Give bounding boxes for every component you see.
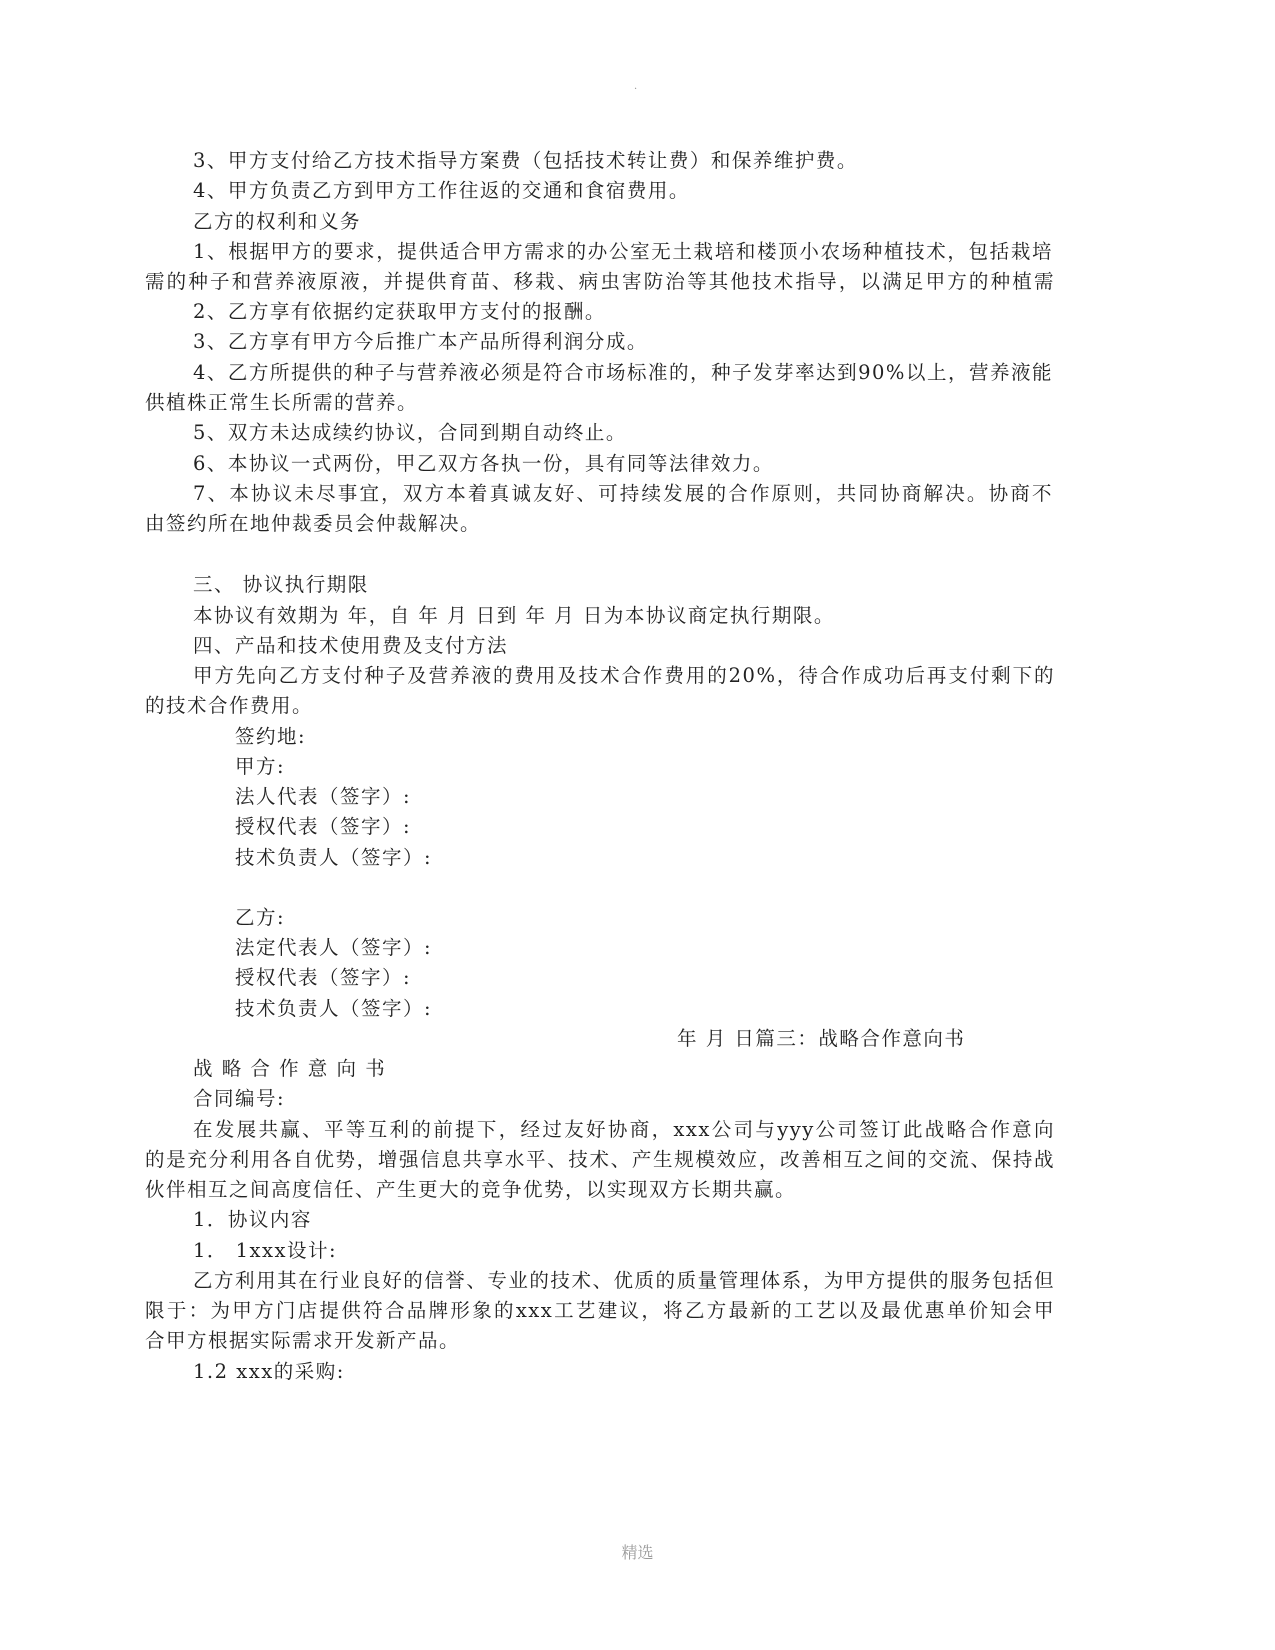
text-line-38: 1.2 xxx的采购: — [193, 1360, 345, 1383]
text-line-29: 合同编号: — [193, 1087, 286, 1110]
text-line-10: 6、本协议一式两份，甲乙双方各执一份，具有同等法律效力。 — [193, 452, 774, 475]
text-line-14: 本协议有效期为 年，自 年 月 日到 年 月 日为本协议商定执行期限。 — [193, 604, 835, 627]
text-line-24: 法定代表人（签字）: — [235, 936, 433, 959]
text-line-27: 年 月 日篇三：战略合作意向书 — [677, 1027, 966, 1050]
text-line-12: 由签约所在地仲裁委员会仲裁解决。 — [145, 512, 482, 535]
text-line-28: 战 略 合 作 意 向 书 — [193, 1057, 387, 1080]
text-line-30: 在发展共赢、平等互利的前提下，经过友好协商，xxx公司与yyy公司签订此战略合作意向 — [193, 1118, 1055, 1141]
text-line-13: 三、 协议执行期限 — [193, 573, 369, 596]
text-line-23: 乙方: — [235, 906, 286, 929]
header-mark: · — [634, 84, 638, 95]
text-line-6: 3、乙方享有甲方今后推广本产品所得利润分成。 — [193, 330, 648, 353]
text-line-3: 1、根据甲方的要求，提供适合甲方需求的办公室无土栽培和楼顶小农场种植技术，包括栽培 — [193, 240, 1053, 263]
text-line-16: 甲方先向乙方支付种子及营养液的费用及技术合作费用的20%，待合作成功后再支付剩下的 — [193, 664, 1055, 687]
text-line-36: 限于：为甲方门店提供符合品牌形象的xxx工艺建议，将乙方最新的工艺以及最优惠单价知会甲 — [145, 1299, 1055, 1322]
text-line-35: 乙方利用其在行业良好的信誉、专业的技术、优质的质量管理体系，为甲方提供的服务包括但 — [193, 1269, 1055, 1292]
text-line-32: 伙伴相互之间高度信任、产生更大的竞争优势，以实现双方长期共赢。 — [145, 1178, 797, 1201]
text-line-5: 2、乙方享有依据约定获取甲方支付的报酬。 — [193, 300, 606, 323]
text-line-25: 授权代表（签字）: — [235, 966, 412, 989]
text-line-21: 授权代表（签字）: — [235, 815, 412, 838]
text-line-4: 需的种子和营养液原液，并提供育苗、移栽、病虫害防治等其他技术指导，以满足甲方的种植需 — [145, 270, 1055, 293]
text-line-19: 甲方: — [235, 755, 286, 778]
text-line-33: 1．协议内容 — [193, 1208, 312, 1231]
text-line-18: 签约地: — [235, 725, 307, 748]
text-line-22: 技术负责人（签字）: — [235, 846, 433, 869]
text-line-31: 的是充分利用各自优势，增强信息共享水平、技术、产生规模效应，改善相互之间的交流、保持战 — [145, 1148, 1055, 1171]
page-footer: 精选 — [621, 1543, 654, 1562]
text-line-0: 3、甲方支付给乙方技术指导方案费（包括技术转让费）和保养维护费。 — [193, 149, 858, 172]
text-line-20: 法人代表（签字）: — [235, 785, 412, 808]
text-line-7: 4、乙方所提供的种子与营养液必须是符合市场标准的，种子发芽率达到90%以上，营养液能 — [193, 361, 1053, 384]
text-line-37: 合甲方根据实际需求开发新产品。 — [145, 1329, 461, 1352]
text-line-11: 7、本协议未尽事宜，双方本着真诚友好、可持续发展的合作原则，共同协商解决。协商不 — [193, 482, 1053, 505]
text-line-9: 5、双方未达成续约协议，合同到期自动终止。 — [193, 421, 627, 444]
text-line-17: 的技术合作费用。 — [145, 694, 314, 717]
text-line-1: 4、甲方负责乙方到甲方工作往返的交通和食宿费用。 — [193, 179, 690, 202]
text-line-34: 1． 1xxx设计: — [193, 1239, 338, 1262]
text-line-26: 技术负责人（签字）: — [235, 997, 433, 1020]
text-line-2: 乙方的权利和义务 — [193, 210, 362, 233]
text-line-15: 四、产品和技术使用费及支付方法 — [193, 634, 509, 657]
text-line-8: 供植株正常生长所需的营养。 — [145, 391, 419, 414]
